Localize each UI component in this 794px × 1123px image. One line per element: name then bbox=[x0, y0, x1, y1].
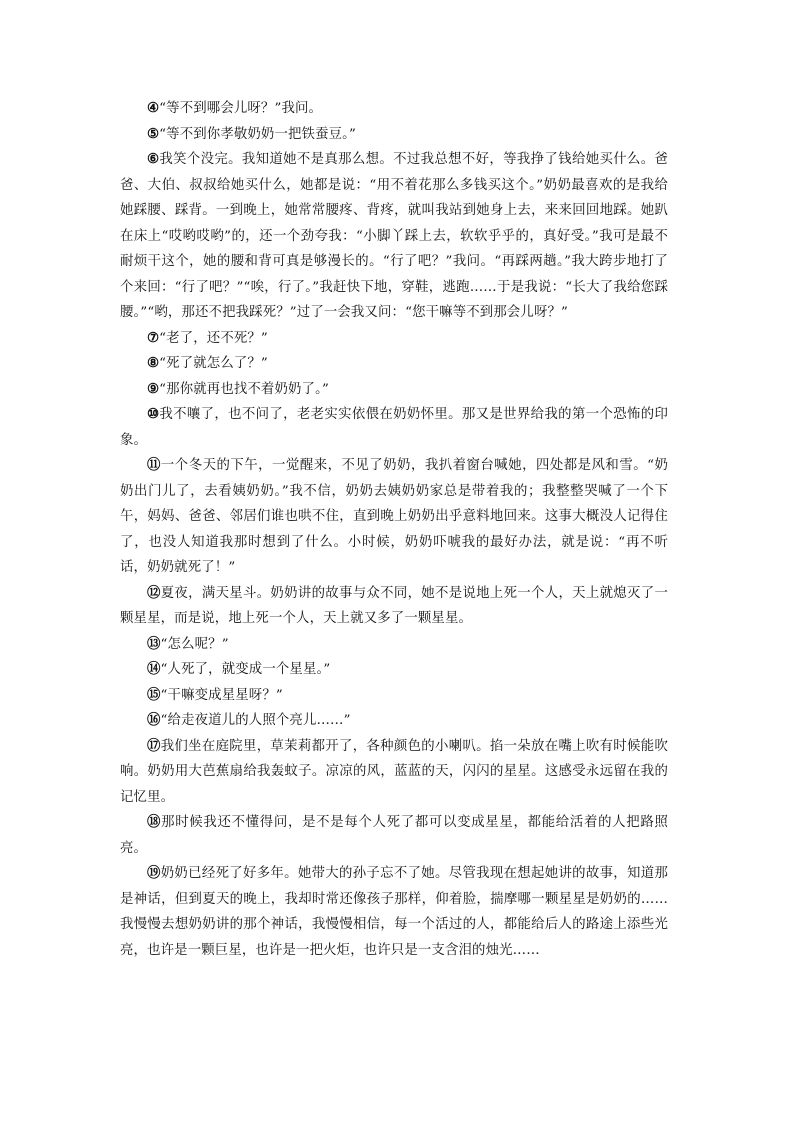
paragraph-14 bbox=[120, 657, 668, 683]
paragraph-number: ④ bbox=[147, 100, 160, 116]
paragraph-text: “死了就怎么了？” bbox=[159, 356, 268, 371]
paragraph-text: “干嘛变成星星呀？” bbox=[160, 687, 283, 703]
paragraph-text: 夏夜，满天星斗。奶奶讲的故事与众不同，她不是说地上死一个人，天上就熄灭了一颗星星，而是说，地上死一个人，天上就又多了一颗星星。 bbox=[120, 585, 668, 626]
paragraph-number: ⑦ bbox=[147, 329, 160, 346]
paragraph-number: ⑰ bbox=[147, 737, 161, 754]
paragraph-5 bbox=[120, 122, 668, 148]
paragraph-13 bbox=[120, 632, 668, 658]
paragraph-text: 一个冬天的下午，一觉醒来，不见了奶奶，我扒着窗台喊她，四处都是风和雪。“奶奶出门儿了，去看姨奶奶。”我不信，奶奶去姨奶奶家总是带着我的；我整整哭喊了一个下午，妈妈、爸爸、邻居们谁也哄不住，直到晚上奶奶出乎意料地回来。这事大概没人记得住了，也没人知道我那时想到了什么。小时候，奶奶吓唬我的最好办法，就是说：“再不听话，奶奶就死了！” bbox=[120, 458, 668, 575]
paragraph-18 bbox=[120, 810, 668, 861]
paragraph-number: ⑥ bbox=[147, 151, 160, 167]
paragraph-number: ⑮ bbox=[147, 686, 161, 703]
paragraph-text: “等不到哪会儿呀？”我问。 bbox=[159, 101, 323, 116]
paragraph-number: ⑤ bbox=[147, 125, 160, 142]
paragraph-number: ⑧ bbox=[147, 355, 160, 371]
paragraph-text: “人死了，就变成一个星星。” bbox=[160, 662, 331, 677]
paragraph-11 bbox=[120, 453, 668, 581]
paragraph-8 bbox=[120, 351, 668, 377]
paragraph-text: “那你就再也找不着奶奶了。” bbox=[159, 381, 329, 397]
paragraph-17 bbox=[120, 734, 668, 811]
paragraph-text: “等不到你孝敬奶奶一把铁蚕豆。” bbox=[159, 126, 357, 142]
paragraph-text: 奶奶已经死了好多年。她带大的孙子忘不了她。尽管我现在想起她讲的故事，知道那是神话，但到夏天的晚上，我却时常还像孩子那样，仰着脸，揣摩哪一颗星星是奶奶的……我慢慢去想奶奶讲的那个神话，我慢慢相信，每一个活过的人，都能给后人的路途上添些光亮，也许是一颗巨星，也许是一把火炬，也许只是一支含泪的烛光…… bbox=[120, 866, 668, 958]
paragraph-9 bbox=[120, 377, 668, 403]
paragraph-6 bbox=[120, 147, 668, 326]
paragraph-10 bbox=[120, 402, 668, 453]
paragraph-text: 我们坐在庭院里，草茉莉都开了，各种颜色的小喇叭。掐一朵放在嘴上吹有时候能吹响。奶奶用大芭蕉扇给我轰蚊子。凉凉的风，蓝蓝的天，闪闪的星星。这感受永远留在我的记忆里。 bbox=[120, 738, 668, 805]
paragraph-number: ⑬ bbox=[147, 635, 161, 652]
paragraph-number: ⑲ bbox=[147, 865, 161, 881]
paragraph-text: 我笑个没完。我知道她不是真那么想。不过我总想不好，等我挣了钱给她买什么。爸爸、大伯、叔叔给她买什么，她都是说：“用不着花那么多钱买这个。”奶奶最喜欢的是我给她踩腰、踩背。一到晚上，她常常腰疼、背疼，就叫我站到她身上去，来来回回地踩。她趴在床上“哎哟哎哟”的，还一个劲夸我：“小脚丫踩上去，软软乎乎的，真好受。”我可是最不耐烦干这个，她的腰和背可真是够漫长的。“行了吧？”我问。“再踩两趟。”我大跨步地打了个来回：“行了吧？”“唉，行了。”我赶快下地，穿鞋，逃跑……于是我说：“长大了我给您踩腰。”“哟，那还不把我踩死？”过了一会我又问：“您干嘛等不到那会儿呀？” bbox=[120, 152, 668, 320]
paragraph-15 bbox=[120, 683, 668, 709]
paragraph-number: ⑯ bbox=[147, 712, 161, 728]
paragraph-text: 那时候我还不懂得问，是不是每个人死了都可以变成星星，都能给活着的人把路照亮。 bbox=[120, 815, 668, 856]
paragraph-number: ⑨ bbox=[147, 380, 160, 397]
paragraph-12 bbox=[120, 581, 668, 632]
paragraph-number: ⑩ bbox=[147, 406, 160, 422]
paragraph-text: “怎么呢？” bbox=[160, 636, 229, 652]
paragraph-7 bbox=[120, 326, 668, 352]
paragraph-number: ⑭ bbox=[147, 661, 161, 677]
paragraph-19 bbox=[120, 861, 668, 963]
paragraph-text: “给走夜道儿的人照个亮儿……” bbox=[160, 713, 351, 728]
paragraph-16 bbox=[120, 708, 668, 734]
paragraph-number: ⑪ bbox=[147, 457, 161, 473]
paragraph-text: “老了，还不死？” bbox=[159, 330, 268, 346]
document-body bbox=[120, 96, 668, 963]
paragraph-number: ⑱ bbox=[147, 814, 162, 830]
paragraph-text: 我不嚷了，也不问了，老老实实依偎在奶奶怀里。那又是世界给我的第一个恐怖的印象。 bbox=[120, 407, 668, 448]
paragraph-number: ⑫ bbox=[147, 584, 161, 601]
paragraph-4 bbox=[120, 96, 668, 122]
